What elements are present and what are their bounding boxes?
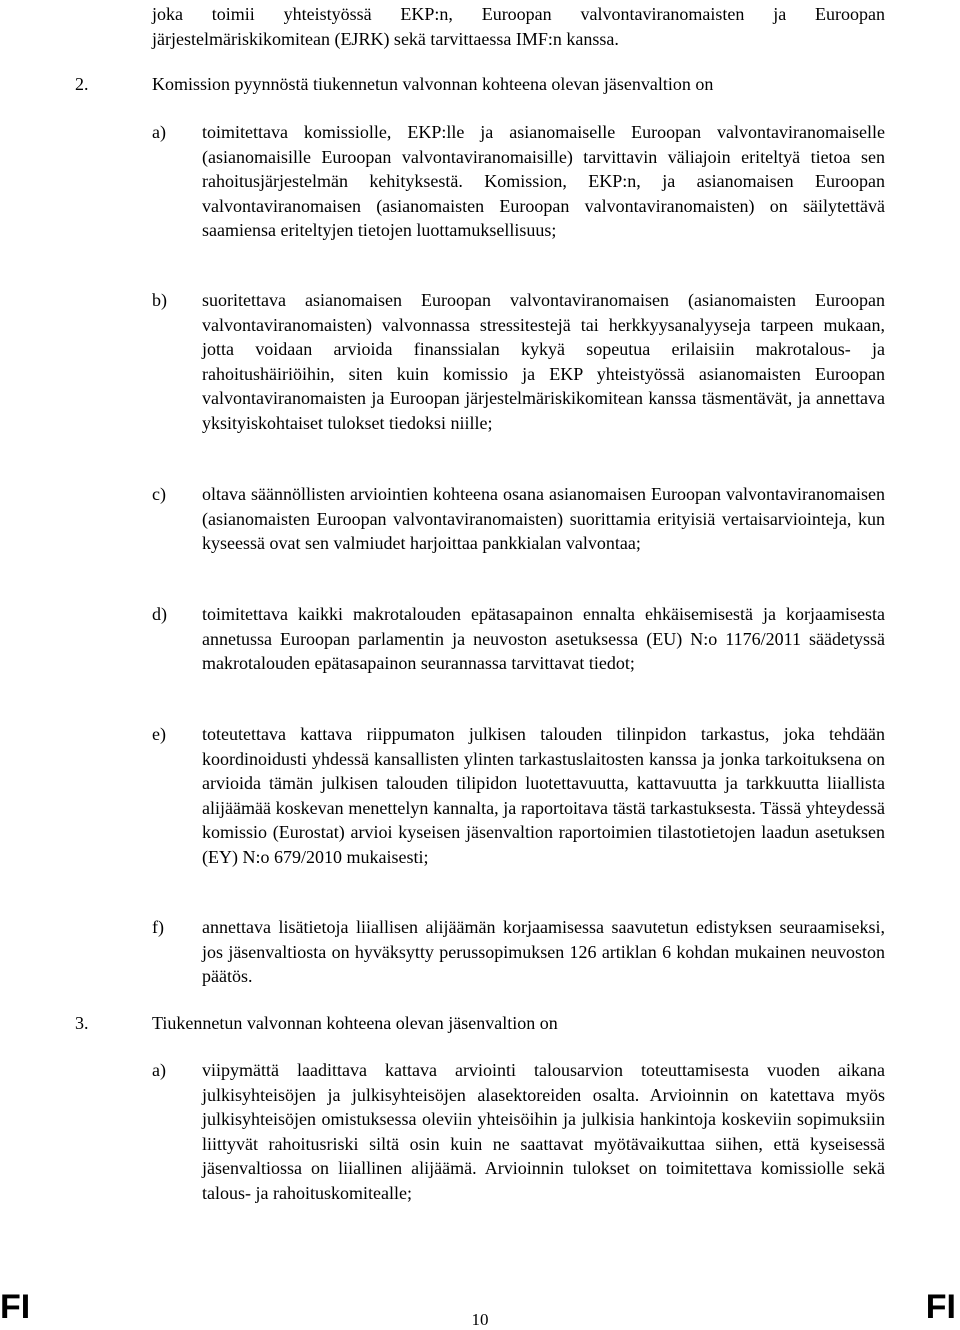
footer-language-mark-right: FI xyxy=(925,1288,956,1326)
section-3-heading: Tiukennetun valvonnan kohteena olevan jäsenvaltion on xyxy=(152,1013,558,1033)
page-number: 10 xyxy=(471,1310,489,1329)
item-2d-text: toimitettava kaikki makrotalouden epätasapainon ennalta ehkäisemisestä ja korjaamisesta annetussa Euroopan parlamentin ja neuvoston asetuksessa (EU) N:o 1176/2011 säädetyssä makrotalouden epätasapainon seurannassa tarvittavat tiedot; xyxy=(202,604,885,674)
item-3a-text: viipymättä laadittava kattava arviointi talousarvion toteuttamisesta vuoden aikana julkisyhteisöjen ja julkisyhteisöjen alasektoreiden osalta. Arvioinnin on katettava myös julkisyhteisöjen omistuksessa oleviin yhteisöihin ja julkisia hankintoja koskeviin sopimuksiin liittyvät rahoitusriski siltä osin kuin ne saattavat myötävaikuttaa siihen, että kyseisessä jäsenvaltiossa on liiallinen alijäämä. Arvioinnin tulokset on toimitettava komissiolle sekä talous- ja rahoituskomitealle; xyxy=(202,1060,885,1203)
item-2a-label: a) xyxy=(152,122,166,142)
section-2-number: 2. xyxy=(75,74,89,94)
item-2f-label: f) xyxy=(152,917,164,937)
item-2a-text: toimitettava komissiolle, EKP:lle ja asianomaiselle Euroopan valvontaviranomaiselle (asianomaisille Euroopan valvontaviranomaisille) tarvittavin väliajoin eriteltyä tietoa sen rahoitusjärjestelmän kehityksestä. Komission, EKP:n, ja asianomaisen Euroopan valvontaviranomaisen (asianomaisten Euroopan valvontaviranomaisten) on säilytettävä saamiensa eriteltyjen tietojen luottamuksellisuus; xyxy=(202,122,885,241)
section-2-heading: Komission pyynnöstä tiukennetun valvonnan kohteena olevan jäsenvaltion on xyxy=(152,74,714,94)
item-2f-text: annettava lisätietoja liiallisen alijäämän korjaamisessa saavutetun edistyksen seuraamiseksi, jos jäsenvaltiosta on hyväksytty perussopimuksen 126 artiklan 6 kohdan mukainen neuvoston päätös. xyxy=(202,917,885,987)
item-2b-label: b) xyxy=(152,290,167,310)
intro-paragraph: joka toimii yhteistyössä EKP:n, Euroopan valvontaviranomaisten ja Euroopan järjestelmäriskikomitean (EJRK) sekä tarvittaessa IMF:n kanssa. xyxy=(152,4,885,49)
section-3-number: 3. xyxy=(75,1013,89,1033)
item-2c-text: oltava säännöllisten arviointien kohteena osana asianomaisen Euroopan valvontaviranomaisen (asianomaisten Euroopan valvontaviranomaisten) suorittamia erityisiä vertaisarviointeja, kun kyseessä ovat sen valmiudet harjoittaa pankkialan valvontaa; xyxy=(202,484,885,554)
item-2e-text: toteutettava kattava riippumaton julkisen talouden tilinpidon tarkastus, joka tehdään koordinoidusti yhdessä kansallisten ylinten tarkastuslaitosten kanssa ja jonka tarkoituksena on arvioida tämän julkisen talouden tilipidon luotettavuutta, kattavuutta ja tarkkuutta liiallista alijäämää koskevan menettelyn kannalta, ja raportoitava tästä tarkastuksesta. Tässä yhteydessä komissio (Eurostat) arvioi kyseisen jäsenvaltion raportoimien tilastotietojen laadun asetuksen (EY) N:o 679/2010 mukaisesti; xyxy=(202,724,885,867)
item-2d-label: d) xyxy=(152,604,167,624)
item-3a-label: a) xyxy=(152,1060,166,1080)
item-2e-label: e) xyxy=(152,724,166,744)
item-2b-text: suoritettava asianomaisen Euroopan valvontaviranomaisen (asianomaisten Euroopan valvontaviranomaisten) valvonnassa stressitestejä tai herkkyysanalyyseja tarpeen mukaan, jotta voidaan arvioida finanssialan kykyä sopeutua erilaisiin makrotalous- ja rahoitushäiriöihin, siten kuin komissio ja EKP yhteistyössä asianomaisten Euroopan valvontaviranomaisten ja Euroopan järjestelmäriskikomitean kanssa täsmentävät, ja annettava yksityiskohtaiset tulokset tiedoksi niille; xyxy=(202,290,885,433)
item-2c-label: c) xyxy=(152,484,166,504)
footer-language-mark-left: FI xyxy=(0,1288,31,1326)
